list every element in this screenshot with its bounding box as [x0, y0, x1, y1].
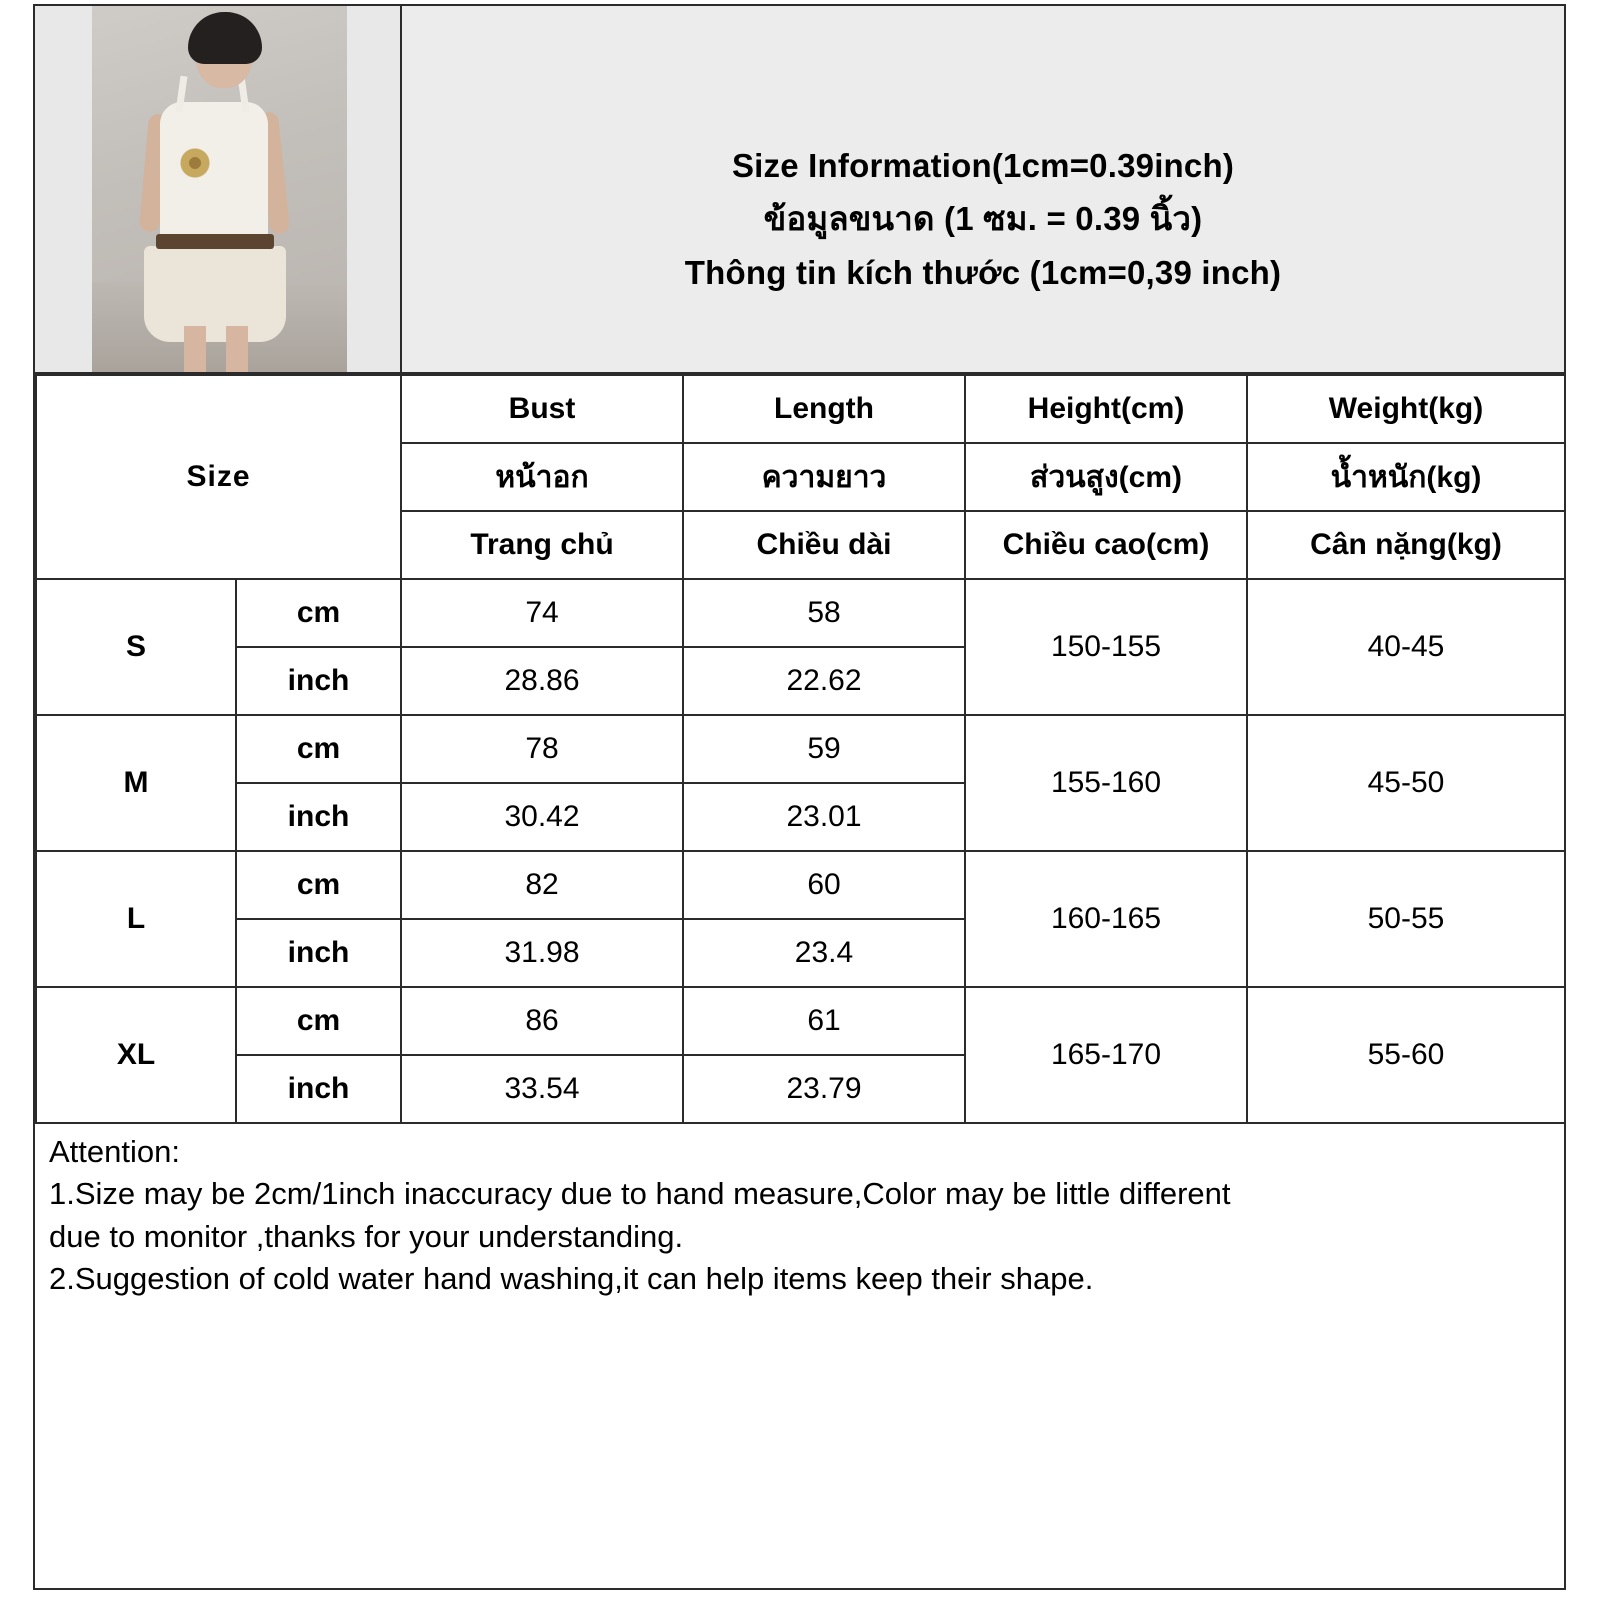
row-unit-cm: cm [236, 851, 401, 919]
col-header-length-th: ความยาว [683, 443, 965, 511]
col-header-bust-en: Bust [401, 375, 683, 443]
table-row [36, 715, 1565, 783]
col-header-height-th: ส่วนสูง(cm) [965, 443, 1247, 511]
cell-length-inch: 23.01 [683, 783, 965, 851]
row-unit-cm: cm [236, 579, 401, 647]
cell-bust-inch: 30.42 [401, 783, 683, 851]
row-unit-inch: inch [236, 1055, 401, 1123]
cell-height-range: 160-165 [965, 851, 1247, 987]
row-unit-cm: cm [236, 987, 401, 1055]
col-header-height-en: Height(cm) [965, 375, 1247, 443]
cell-bust-inch: 28.86 [401, 647, 683, 715]
col-header-height-vi: Chiều cao(cm) [965, 511, 1247, 579]
table-header-row-en [36, 375, 1565, 443]
col-header-length-vi: Chiều dài [683, 511, 965, 579]
row-unit-inch: inch [236, 647, 401, 715]
title-line-en: Size Information(1cm=0.39inch) [731, 146, 1235, 184]
col-header-weight-en: Weight(kg) [1247, 375, 1565, 443]
cell-length-cm: 59 [683, 715, 965, 783]
cell-weight-range: 40-45 [1247, 579, 1565, 715]
row-unit-cm: cm [236, 715, 401, 783]
col-header-weight-vi: Cân nặng(kg) [1247, 511, 1565, 579]
attention-line-1: 1.Size may be 2cm/1inch inaccuracy due to hand measure,Color may be little different [49, 1176, 1231, 1212]
table-row [36, 987, 1565, 1055]
cell-length-inch: 22.62 [683, 647, 965, 715]
cell-bust-cm: 78 [401, 715, 683, 783]
row-size-label: S [36, 579, 236, 715]
attention-line-3: 2.Suggestion of cold water hand washing,it can help items keep their shape. [49, 1260, 1094, 1296]
row-size-label: XL [36, 987, 236, 1123]
cell-bust-inch: 31.98 [401, 919, 683, 987]
cell-height-range: 155-160 [965, 715, 1247, 851]
title-line-th: ข้อมูลขนาด (1 ซม. = 0.39 นิ้ว) [763, 200, 1203, 238]
attention-heading: Attention: [49, 1134, 180, 1169]
cell-bust-cm: 86 [401, 987, 683, 1055]
cell-length-cm: 61 [683, 987, 965, 1055]
attention-line-2: due to monitor ,thanks for your understanding. [49, 1218, 684, 1254]
row-unit-inch: inch [236, 919, 401, 987]
product-photo [92, 6, 347, 372]
col-header-bust-vi: Trang chủ [401, 511, 683, 579]
cell-bust-cm: 74 [401, 579, 683, 647]
chart-header [35, 6, 1564, 374]
cell-bust-cm: 82 [401, 851, 683, 919]
title-block [402, 6, 1564, 372]
cell-length-inch: 23.4 [683, 919, 965, 987]
size-chart-sheet [33, 4, 1566, 1590]
cell-bust-inch: 33.54 [401, 1055, 683, 1123]
size-table [35, 374, 1566, 1124]
row-size-label: L [36, 851, 236, 987]
table-row [36, 579, 1565, 647]
cell-height-range: 150-155 [965, 579, 1247, 715]
cell-length-cm: 60 [683, 851, 965, 919]
col-header-bust-th: หน้าอก [401, 443, 683, 511]
cell-weight-range: 55-60 [1247, 987, 1565, 1123]
table-row [36, 851, 1565, 919]
row-size-label: M [36, 715, 236, 851]
row-unit-inch: inch [236, 783, 401, 851]
cell-height-range: 165-170 [965, 987, 1247, 1123]
size-header-cell: Size [36, 375, 401, 579]
col-header-length-en: Length [683, 375, 965, 443]
cell-length-cm: 58 [683, 579, 965, 647]
title-line-vi: Thông tin kích thước (1cm=0,39 inch) [684, 253, 1282, 291]
attention-block [35, 1124, 1564, 1299]
cell-weight-range: 45-50 [1247, 715, 1565, 851]
cell-length-inch: 23.79 [683, 1055, 965, 1123]
product-photo-cell [35, 6, 402, 372]
cell-weight-range: 50-55 [1247, 851, 1565, 987]
col-header-weight-th: น้ำหนัก(kg) [1247, 443, 1565, 511]
